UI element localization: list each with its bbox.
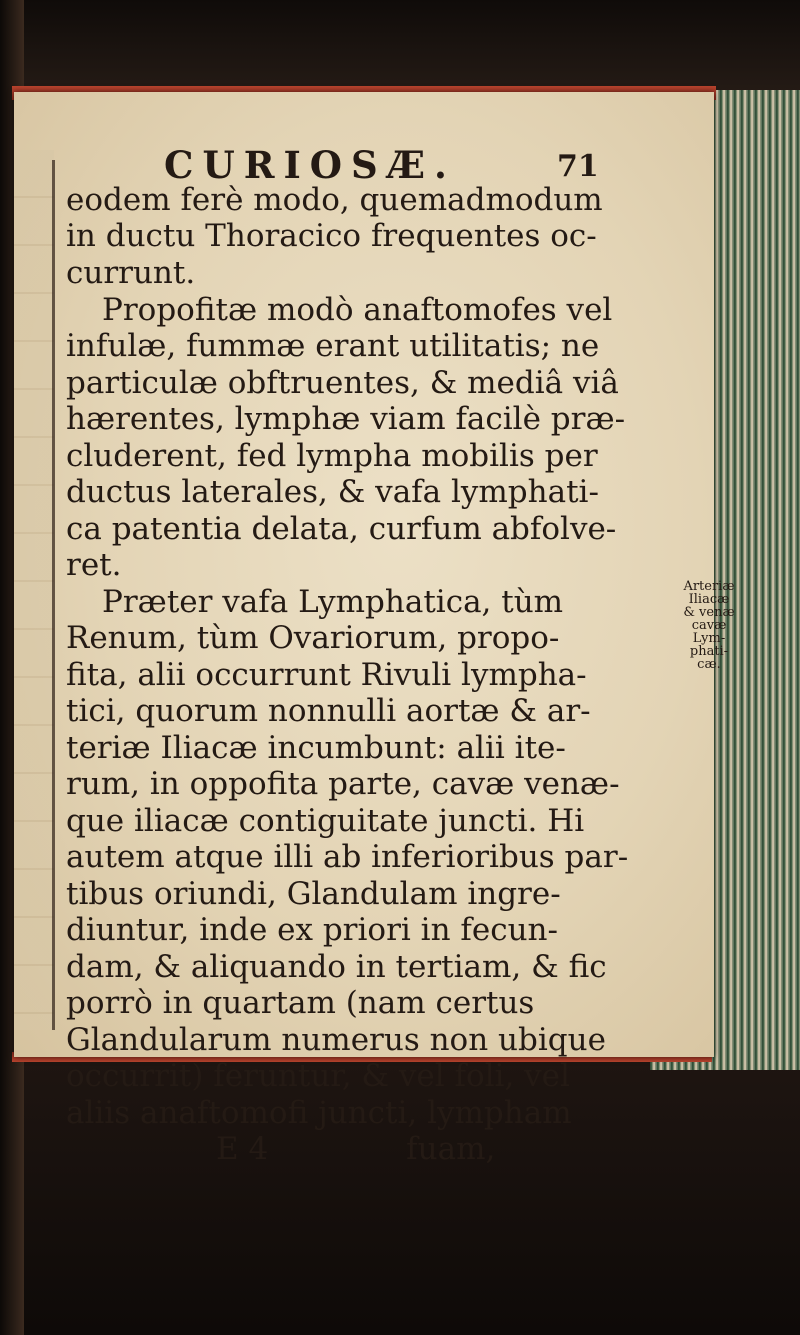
text-line: teriæ Iliacæ incumbunt: alii ite- (66, 730, 566, 766)
text-line: aliis anaftomofi juncti, lympham (66, 1095, 572, 1131)
text-line: dam, & aliquando in tertiam, & fic (66, 949, 607, 985)
dark-background-top (0, 0, 800, 100)
text-line: rum, in oppofita parte, cavæ venæ- (66, 766, 620, 802)
facing-page-bleed (14, 150, 54, 1030)
text-line: Propofitæ modò anaftomofes vel (102, 292, 613, 328)
margin-note-line: phati- (689, 644, 729, 659)
text-line: occurrit) feruntur, & vel foli, vel (66, 1058, 570, 1094)
text-line: tibus oriundi, Glandulam ingre- (66, 876, 561, 912)
margin-note-line: & venæ (683, 605, 735, 620)
text-line: diuntur, inde ex priori in fecun- (66, 912, 558, 948)
catchword-line: E 4 fuam, (216, 1131, 496, 1167)
text-line: porrò in quartam (nam certus (66, 985, 535, 1021)
text-line: Præter vafa Lymphatica, tùm (102, 584, 564, 620)
text-line: autem atque illi ab inferioribus par- (66, 839, 629, 875)
text-line: cluderent, fed lympha mobilis per (66, 438, 598, 474)
text-line: Renum, tùm Ovariorum, propo- (66, 620, 560, 656)
text-line: eodem ferè modo, quemadmodum (66, 182, 603, 218)
text-line: infulæ, fummæ erant utilitatis; ne (66, 328, 600, 364)
text-line: in ductu Thoracico frequentes oc- (66, 218, 597, 254)
text-line: hærentes, lymphæ viam facilè præ- (66, 401, 626, 437)
text-line: tici, quorum nonnulli aortæ & ar- (66, 693, 591, 729)
text-line: ca patentia delata, curfum abfolve- (66, 511, 617, 547)
margin-note-line: Arteriæ (683, 579, 735, 594)
text-line: que iliacæ contiguitate juncti. Hi (66, 803, 585, 839)
margin-note-line: Lym- (692, 631, 726, 646)
text-line: Glandularum numerus non ubique (66, 1022, 606, 1058)
text-line: ductus laterales, & vafa lymphati- (66, 474, 599, 510)
text-line: fita, alii occurrunt Rivuli lympha- (66, 657, 587, 693)
text-line: currunt. (66, 255, 196, 291)
page-number: 71 (557, 149, 599, 184)
text-line: ret. (66, 547, 122, 583)
margin-note-line: cæ. (697, 657, 721, 672)
marginal-note (674, 580, 744, 671)
margin-note-line: Iliacæ (688, 592, 730, 607)
running-title: CURIOSÆ. (164, 143, 456, 187)
text-line: particulæ obftruentes, & mediâ viâ (66, 365, 619, 401)
gutter-rule (52, 160, 55, 1030)
margin-note-line: cavæ (691, 618, 727, 633)
